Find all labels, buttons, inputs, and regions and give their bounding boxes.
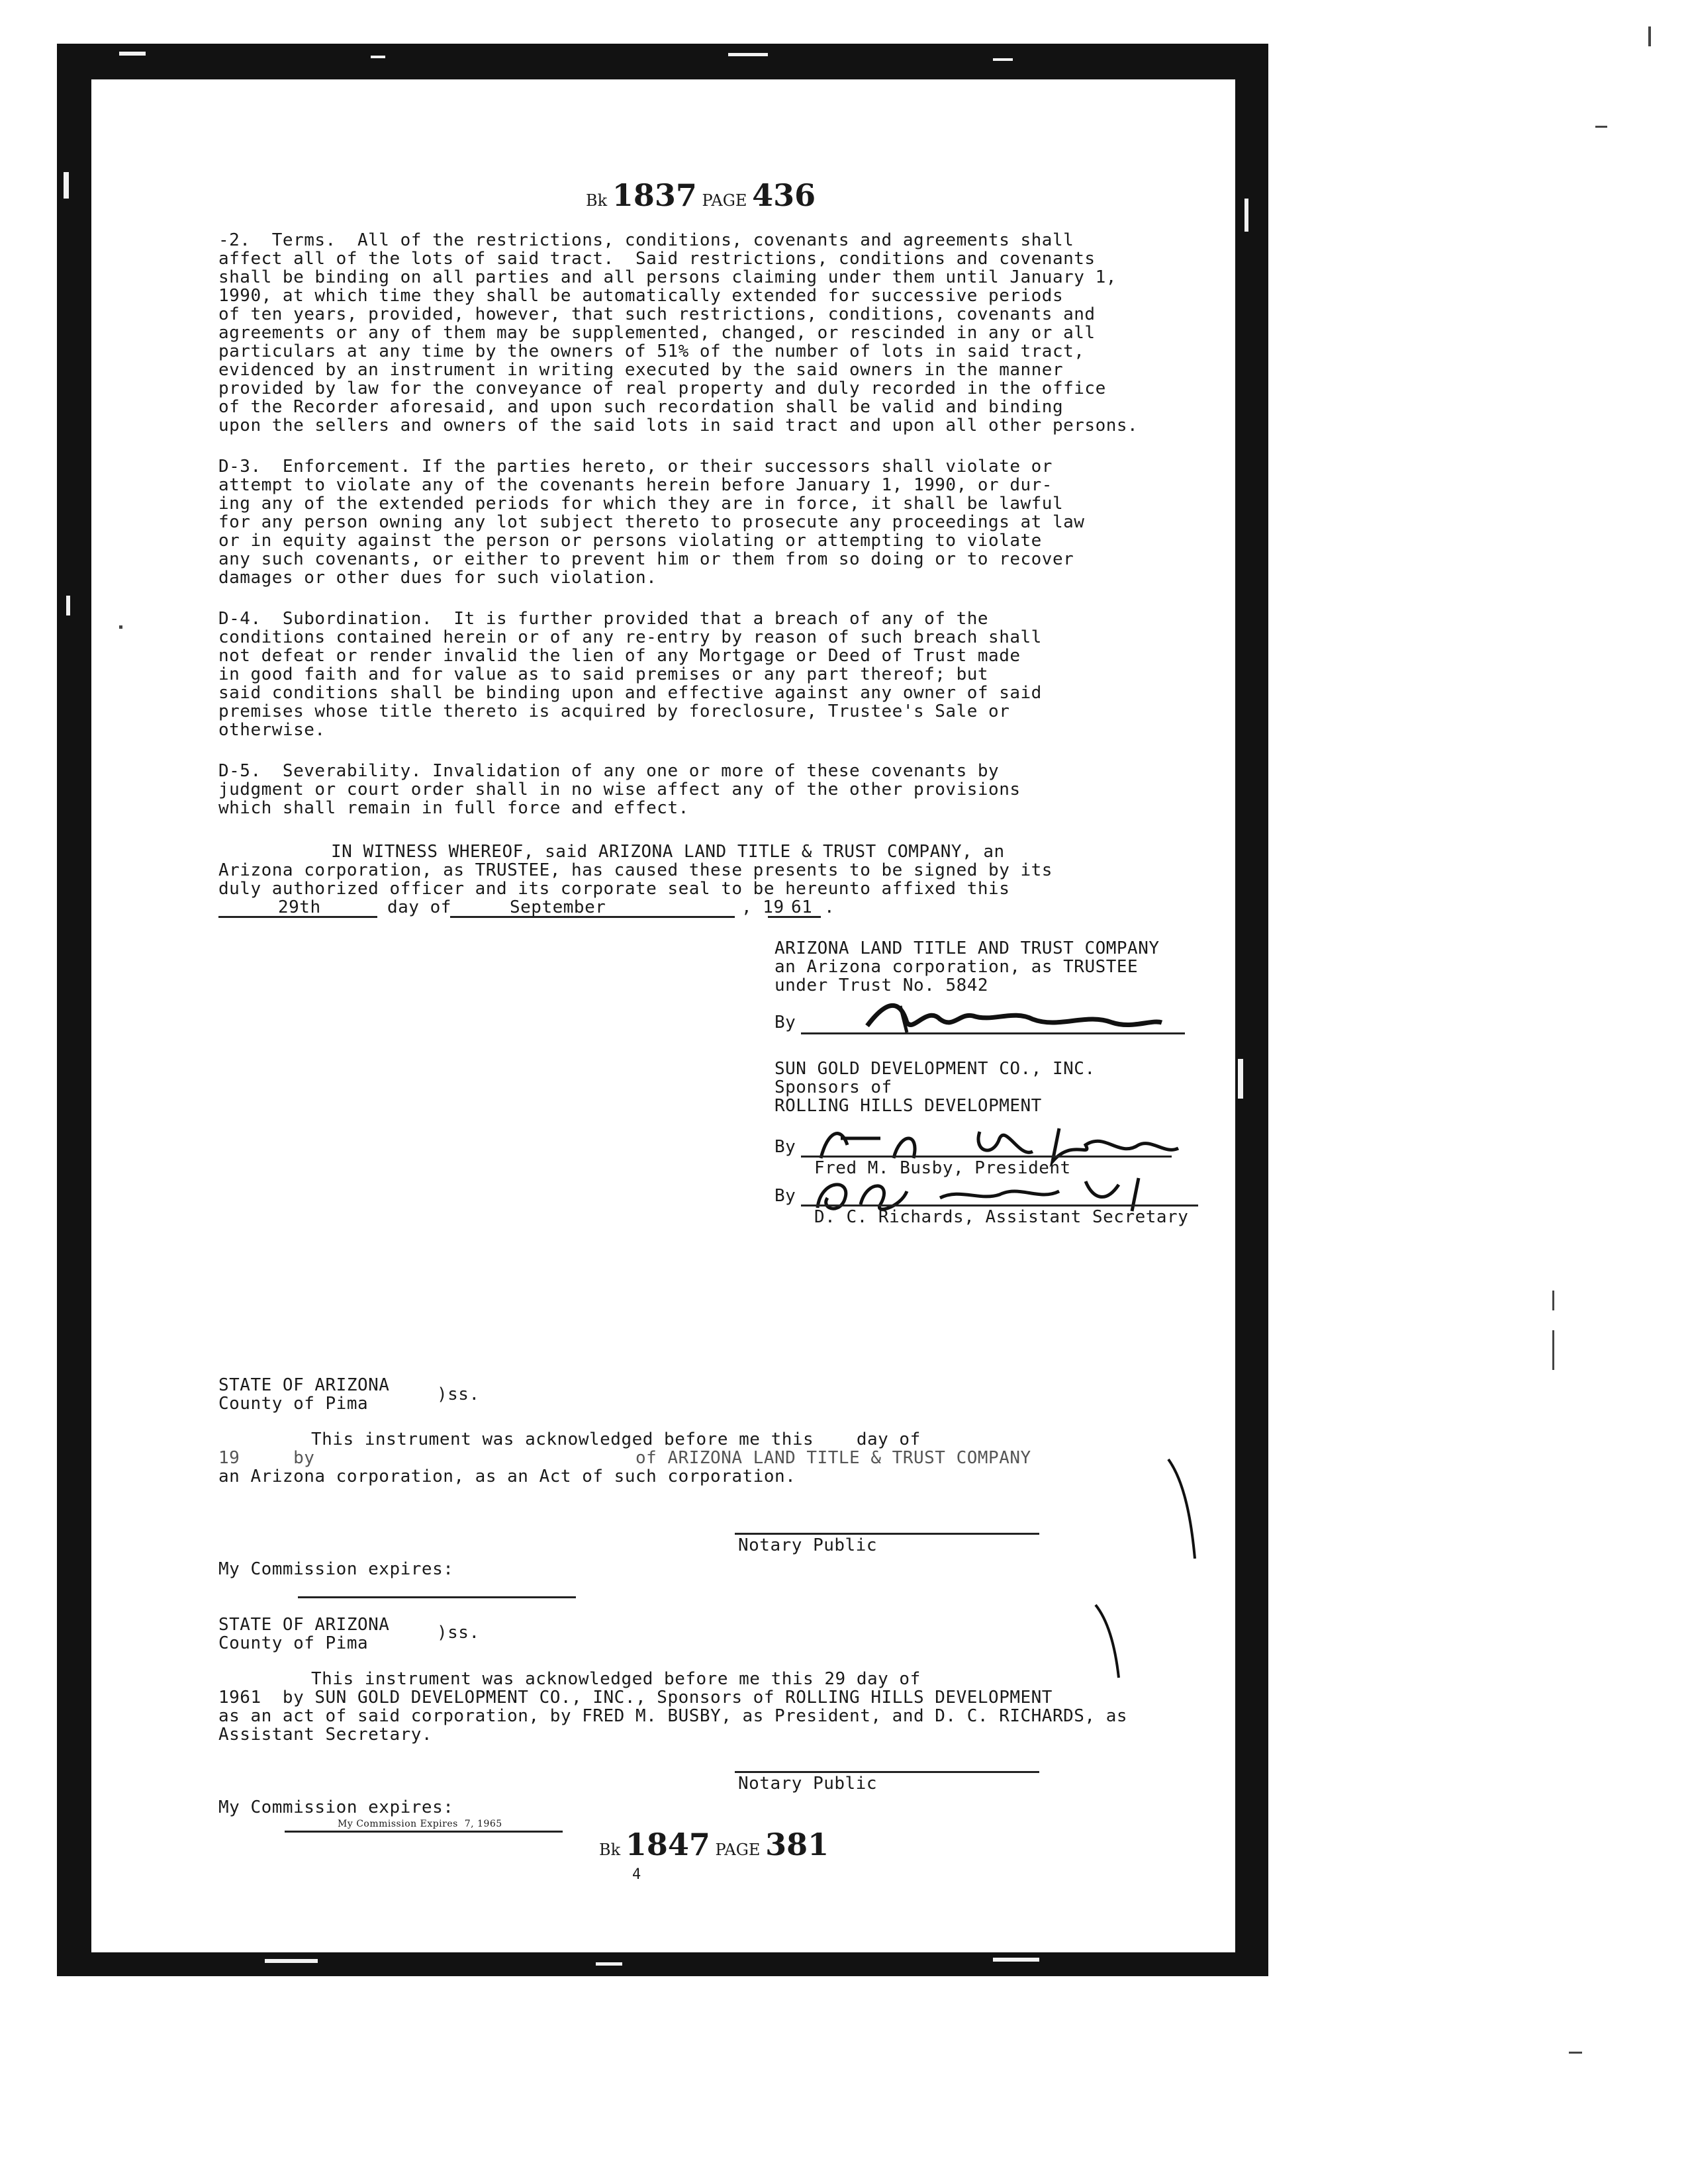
by-label: By <box>774 1137 796 1157</box>
text-line: an Arizona corporation, as an Act of such corporation. <box>218 1467 796 1486</box>
text-line: in good faith and for value as to said premises or any part thereof; but <box>218 664 989 684</box>
text-line: Assistant Secretary. <box>218 1725 433 1745</box>
text-line: conditions contained herein or of any re-entry by reason of such breach shall <box>218 627 1042 647</box>
page-number-ref: 381 <box>765 1827 829 1862</box>
text-line: 1990, at which time they shall be automatically extended for successive periods <box>218 286 1064 306</box>
text-line: said conditions shall be binding upon and effective against any owner of said <box>218 683 1042 703</box>
text-line: ARIZONA LAND TITLE AND TRUST COMPANY <box>774 938 1160 958</box>
commission-line <box>285 1831 563 1833</box>
county-label: County of Pima <box>218 1394 369 1414</box>
text-line: attempt to violate any of the covenants herein before January 1, 1990, or dur- <box>218 475 1053 495</box>
text-line: Arizona corporation, as TRUSTEE, has caused these presents to be signed by its <box>218 860 1053 880</box>
date-day-word: day of <box>387 897 451 917</box>
book-number: 1847 <box>625 1827 710 1862</box>
date-underline <box>768 916 821 918</box>
date-underline <box>450 916 735 918</box>
text-line: upon the sellers and owners of the said lots in said tract and upon all other persons. <box>218 416 1139 435</box>
text-line: an Arizona corporation, as TRUSTEE <box>774 957 1139 977</box>
page-number-ref: 436 <box>752 177 816 213</box>
state-label: STATE OF ARIZONA <box>218 1375 390 1395</box>
text-line: D-3. Enforcement. If the parties hereto, or their successors shall violate or <box>218 457 1053 477</box>
signer-name: Fred M. Busby, President <box>814 1158 1071 1178</box>
text-line: This instrument was acknowledged before me this 29 day of <box>311 1669 921 1689</box>
text-line: provided by law for the conveyance of real property and duly recorded in the office <box>218 379 1106 398</box>
text-line: affect all of the lots of said tract. Said restrictions, conditions and covenants <box>218 249 1096 269</box>
ss-mark: )ss. <box>437 1385 480 1404</box>
commission-line <box>298 1596 576 1598</box>
text-line: of the Recorder aforesaid, and upon such recordation shall be valid and binding <box>218 397 1064 417</box>
text-line: particulars at any time by the owners of 51% of the number of lots in said tract, <box>218 341 1085 361</box>
notary-signature-line <box>735 1533 1039 1535</box>
text-line: 19 by of ARIZONA LAND TITLE & TRUST COMPANY <box>218 1448 1031 1468</box>
text-line: judgment or court order shall in no wise affect any of the other provisions <box>218 780 1021 799</box>
text-line: evidenced by an instrument in writing executed by the said owners in the manner <box>218 360 1064 380</box>
commission-stamp: My Commission Expires 7, 1965 <box>338 1819 502 1829</box>
text-line: SUN GOLD DEVELOPMENT CO., INC. <box>774 1059 1096 1079</box>
date-year-prefix: , 19 <box>741 897 784 917</box>
text-line: not defeat or render invalid the lien of any Mortgage or Deed of Trust made <box>218 646 1021 666</box>
signature-line <box>801 1156 1172 1158</box>
ss-mark: )ss. <box>437 1623 480 1643</box>
text-line: This instrument was acknowledged before me this day of <box>311 1430 921 1449</box>
text-line: under Trust No. 5842 <box>774 976 989 995</box>
text-line: agreements or any of them may be supplemented, changed, or rescinded in any or all <box>218 323 1096 343</box>
bracket-mark <box>1092 1602 1132 1681</box>
notary-label: Notary Public <box>738 1535 877 1555</box>
text-line: D-5. Severability. Invalidation of any one or more of these covenants by <box>218 761 1000 781</box>
text-line: any such covenants, or either to prevent him or them from so doing or to recover <box>218 549 1074 569</box>
by-label: By <box>774 1186 796 1206</box>
book-page-reference-top: Bk 1837 PAGE 436 <box>586 177 816 213</box>
text-line: duly authorized officer and its corporate seal to be hereunto affixed this <box>218 879 1010 899</box>
date-month: September <box>510 897 606 917</box>
notary-label: Notary Public <box>738 1774 877 1794</box>
signature-line <box>801 1205 1198 1206</box>
text-line: 1961 by SUN GOLD DEVELOPMENT CO., INC., Sponsors of ROLLING HILLS DEVELOPMENT <box>218 1688 1053 1707</box>
text-line: Sponsors of <box>774 1077 892 1097</box>
text-line: of ten years, provided, however, that such restrictions, conditions, covenants and <box>218 304 1096 324</box>
text-line: premises whose title thereto is acquired by foreclosure, Trustee's Sale or <box>218 702 1010 721</box>
book-number: 1837 <box>612 177 697 213</box>
book-page-reference-bottom: Bk 1847 PAGE 381 <box>599 1827 829 1862</box>
page-number: 4 <box>632 1866 641 1883</box>
text-line: as an act of said corporation, by FRED M. BUSBY, as President, and D. C. RICHARDS, as <box>218 1706 1128 1726</box>
text-line: IN WITNESS WHEREOF, said ARIZONA LAND TITLE & TRUST COMPANY, an <box>331 842 1005 862</box>
notary-signature-line <box>735 1771 1039 1773</box>
text-line: otherwise. <box>218 720 326 740</box>
bracket-mark <box>1165 1456 1205 1562</box>
text-line: -2. Terms. All of the restrictions, conditions, covenants and agreements shall <box>218 230 1074 250</box>
text-line: which shall remain in full force and effect. <box>218 798 689 818</box>
text-line: shall be binding on all parties and all persons claiming under them until January 1, <box>218 267 1117 287</box>
date-year: 61 <box>791 897 813 917</box>
by-label: By <box>774 1013 796 1032</box>
text-line: or in equity against the person or persons violating or attempting to violate <box>218 531 1042 551</box>
text-line: damages or other dues for such violation. <box>218 568 657 588</box>
county-label: County of Pima <box>218 1633 369 1653</box>
text-line: D-4. Subordination. It is further provided that a breach of any of the <box>218 609 989 629</box>
signer-name: D. C. Richards, Assistant Secretary <box>814 1207 1189 1227</box>
text-line: ROLLING HILLS DEVELOPMENT <box>774 1096 1042 1116</box>
commission-label: My Commission expires: <box>218 1559 454 1579</box>
text-line: ing any of the extended periods for which they are in force, it shall be lawful <box>218 494 1064 514</box>
signature-trustee <box>861 993 1165 1039</box>
date-end: . <box>824 897 835 917</box>
state-label: STATE OF ARIZONA <box>218 1615 390 1635</box>
date-day: 29th <box>278 897 321 917</box>
commission-label: My Commission expires: <box>218 1797 454 1817</box>
text-line: for any person owning any lot subject thereto to prosecute any proceedings at law <box>218 512 1085 532</box>
date-underline <box>218 916 377 918</box>
